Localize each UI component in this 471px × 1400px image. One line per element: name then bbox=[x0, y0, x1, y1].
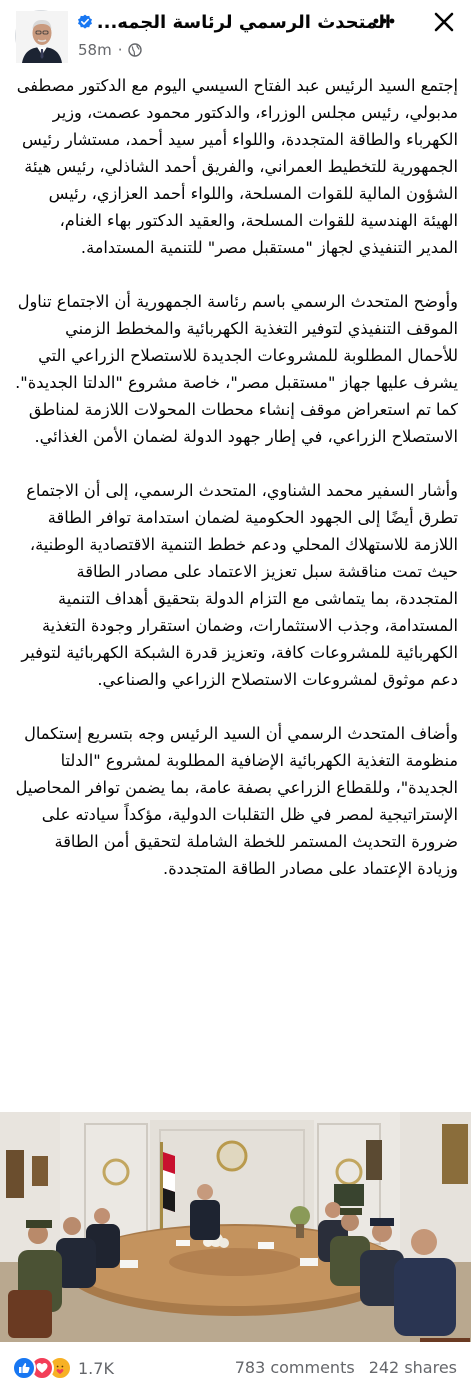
post-photo[interactable] bbox=[0, 1112, 471, 1342]
post-paragraph-4: وأضاف المتحدث الرسمي أن السيد الرئيس وجه بتسريع إستكمال منظومة التغذية الكهربائية الإضافية المطلوبة لمشروع "الدلتا الجديدة"، وللقطاع الزراعي بصفة عامة، بما يضمن توافر المحاصيل الإستراتيجية لمصر في ظل التقلبات الدولية، مؤكداً سيادته على ضرورة التحديث المستمر للخطة الشاملة لتحقيق أمن الطاقة وزيادة الإعتماد على مصادر الطاقة المتجددة. bbox=[15, 724, 458, 878]
like-icon bbox=[12, 1356, 36, 1380]
post-paragraph-2: وأوضح المتحدث الرسمي باسم رئاسة الجمهورية أن الاجتماع تناول الموقف التنفيذي لتوفير التغذية الكهربائية والمخطط الزمني للأحمال المطلوبة للمشروعات الجديدة للاستصلاح الزراعي التي يشرف عليها جهاز "مستقبل مصر"، خاصة مشروع "الدلتا الجديدة". كما تم استعراض موقف إنشاء محطات المحولات اللازمة لمناطق الاستصلاح الزراعي، في إطار جهود الدولة لضمان الأمن الغذائي. bbox=[15, 292, 458, 446]
globe-icon bbox=[128, 43, 142, 57]
post-timestamp[interactable]: 58m bbox=[78, 41, 112, 59]
post-paragraph-1: إجتمع السيد الرئيس عبد الفتاح السيسي اليوم مع الدكتور مصطفى مدبولي، رئيس مجلس الوزراء، والدكتور محمود عصمت، وزير الكهرباء والطاقة المتجددة، واللواء أمير سيد أحمد، مستشار رئيس الجمهورية للتخطيط العمراني، والفريق أحمد الشاذلي، رئيس هيئة الشؤون المالية للقوات المسلحة، واللواء أحمد العزازي، رئيس الهيئة الهندسية للقوات المسلحة، والعقيد الدكتور بهاء الغنام، المدير التنفيذي لجهاز "مستقبل مصر" للتنمية المستدامة. bbox=[16, 76, 458, 257]
reaction-count[interactable]: 1.7K bbox=[78, 1358, 114, 1378]
avatar-portrait bbox=[16, 11, 68, 63]
post-header bbox=[0, 0, 471, 70]
page-name-row[interactable] bbox=[96, 8, 391, 36]
close-icon bbox=[433, 11, 455, 33]
verified-badge-icon bbox=[77, 14, 93, 30]
post-meta bbox=[78, 40, 142, 60]
post-footer bbox=[0, 1348, 471, 1388]
close-button[interactable] bbox=[424, 6, 464, 38]
reactions-summary[interactable] bbox=[12, 1356, 114, 1380]
meeting-photo-illustration bbox=[0, 1112, 471, 1342]
post-paragraph-3: وأشار السفير محمد الشناوي، المتحدث الرسمي، إلى أن الاجتماع تطرق أيضًا إلى الجهود الحكومية لضمان استدامة توافر الطاقة اللازمة للاستهلاك المحلي ودعم خطط التنمية الاقتصادية الوطنية، حيث تمت مناقشة سبل تعزيز الاعتماد على مصادر الطاقة المتجددة، بما يتماشى مع التزام الدولة بتحقيق أهداف التنمية المستدامة، وجذب الاستثمارات، وضمان استقرار وجودة التغذية الكهربائية للمشروعات كافة، وتعزيز قدرة الشبكة الكهربائية لتوفير دعم موثوق لمشروعات الاستصلاح الزراعي والصناعي. bbox=[21, 481, 458, 689]
meta-separator: · bbox=[117, 41, 123, 59]
engagement-counts bbox=[235, 1358, 457, 1377]
shares-count[interactable]: 242 shares bbox=[368, 1358, 457, 1377]
post-text bbox=[14, 72, 458, 909]
page-name[interactable]: المتحدث الرسمي لرئاسة الجمه... bbox=[96, 11, 391, 33]
comments-count[interactable]: 783 comments bbox=[234, 1358, 355, 1377]
page-avatar[interactable] bbox=[15, 10, 67, 62]
